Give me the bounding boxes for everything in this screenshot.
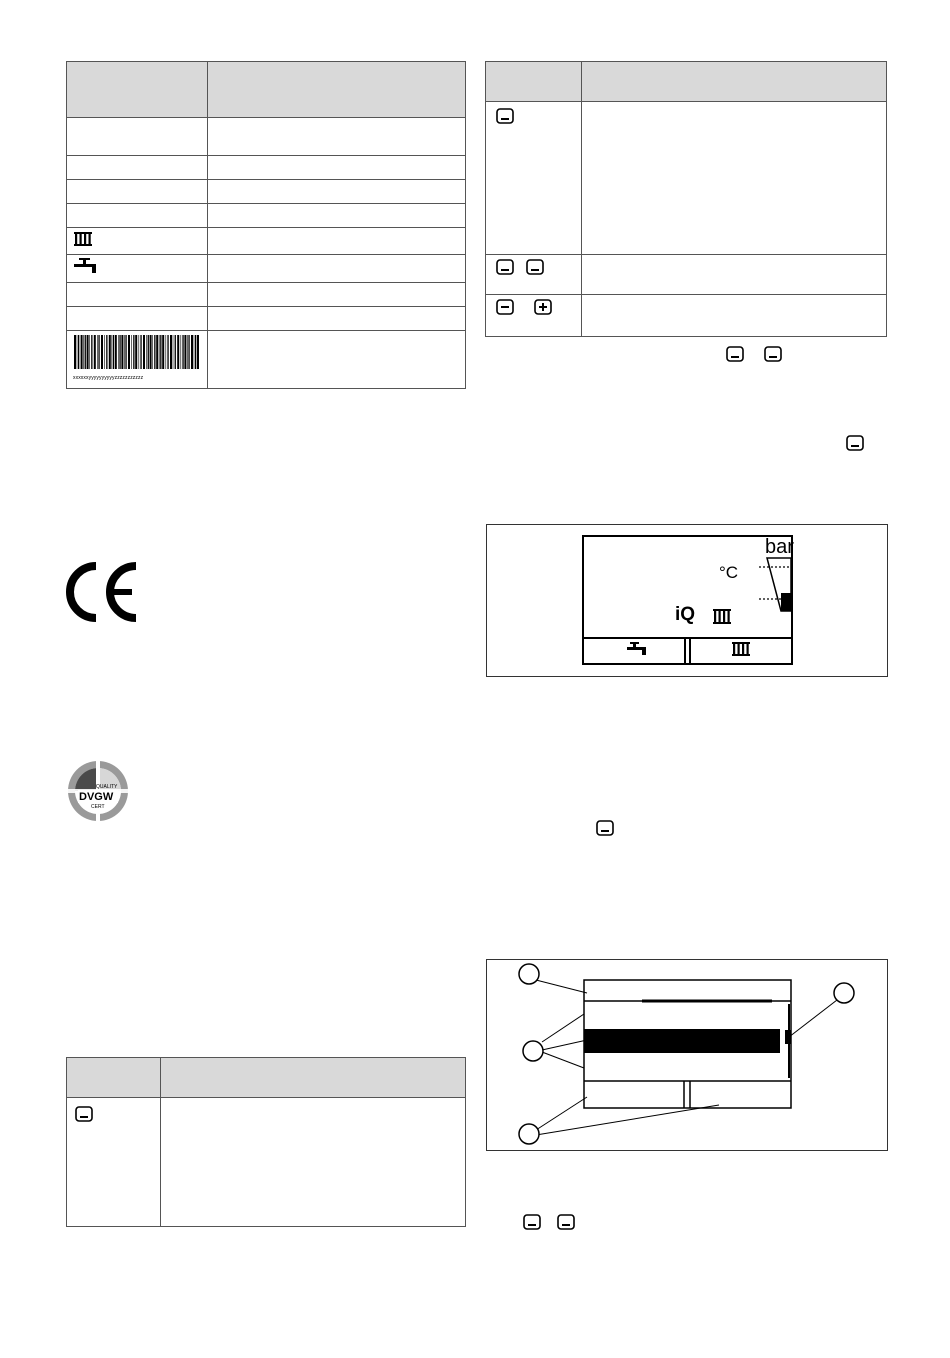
barcode-bar (154, 335, 155, 369)
softkey-button-icon (496, 259, 514, 275)
table-row (67, 1098, 466, 1227)
barcode-bar (89, 335, 90, 369)
table-row (67, 118, 466, 156)
button-function-table-right (485, 61, 887, 337)
table-row (67, 180, 466, 204)
table-row (67, 331, 466, 389)
barcode-text: xxxxxxyyyyyyyyyyzzzzzzzzzzz (73, 375, 144, 381)
table-header-cell (67, 62, 208, 118)
dvgw-name-text: DVGW (79, 791, 114, 803)
barcode-bar (152, 335, 153, 369)
barcode-bar (191, 335, 193, 369)
barcode-bar (106, 335, 107, 369)
barcode-bar (115, 335, 117, 369)
barcode-bar (83, 335, 84, 369)
table-row (486, 295, 887, 337)
barcode-bar (125, 335, 126, 369)
table-header-cell (67, 1058, 161, 1098)
table-row (67, 156, 466, 180)
softkey-button-icon (726, 346, 744, 362)
barcode-bar (167, 335, 168, 369)
data-plate-table (66, 61, 466, 389)
inline-button-pair (726, 346, 782, 367)
table-row (67, 307, 466, 331)
barcode-bar (146, 335, 147, 369)
inline-button (596, 820, 614, 841)
table-header-cell (582, 62, 887, 102)
barcode-bar (131, 335, 132, 369)
dvgw-cert-text: CERT (91, 804, 105, 810)
barcode-bar (194, 335, 195, 369)
display-figure (486, 524, 888, 677)
table-row (486, 102, 887, 255)
tap-icon (73, 257, 101, 275)
barcode-bar (173, 335, 174, 369)
barcode-bar (188, 335, 189, 369)
barcode-bar (143, 335, 145, 369)
softkey-button-icon (526, 259, 544, 275)
barcode-bar (175, 335, 176, 369)
status-text: iQ (675, 604, 696, 625)
barcode-bar (119, 335, 120, 369)
pressure-unit-label: bar (765, 536, 794, 558)
dvgw-seal (66, 759, 130, 823)
table-row (67, 228, 466, 255)
barcode-bar (170, 335, 172, 369)
barcode-bar (160, 335, 161, 369)
temperature-unit-label: °C (719, 563, 739, 582)
barcode-bar (128, 335, 130, 369)
table-row (67, 255, 466, 283)
softkey-button-icon (596, 820, 614, 836)
barcode-bar (118, 335, 119, 369)
softkey-button-icon (496, 108, 514, 124)
barcode-bar (74, 335, 76, 369)
ce-mark (66, 562, 140, 622)
barcode-bar (195, 335, 196, 369)
inline-button (846, 435, 864, 456)
table-row (486, 255, 887, 295)
softkey-button-icon (557, 1214, 575, 1230)
barcode-bar (133, 335, 134, 369)
barcode-bar (101, 335, 103, 369)
barcode-bar (81, 335, 83, 369)
barcode-bar (140, 335, 141, 369)
barcode-bar (148, 335, 149, 369)
softkey-button-icon (75, 1106, 93, 1122)
barcode-bar (91, 335, 92, 369)
softkey-button-icon (523, 1214, 541, 1230)
barcode-bar (98, 335, 99, 369)
barcode-bar (87, 335, 89, 369)
barcode-bar (159, 335, 160, 369)
barcode-bar (109, 335, 111, 369)
dvgw-quality-text: QUALITY (96, 784, 118, 790)
barcode-bar (112, 335, 113, 369)
ce-mark-icon (66, 562, 140, 622)
barcode-bar (187, 335, 188, 369)
minus-button-icon (496, 299, 514, 315)
barcode-bar (104, 335, 105, 369)
barcode-bar (85, 335, 86, 369)
barcode-bar (184, 335, 186, 369)
barcode (73, 335, 201, 371)
barcode-bar (166, 335, 167, 369)
barcode-bar (77, 335, 78, 369)
barcode-bar (113, 335, 114, 369)
barcode-bar (182, 335, 183, 369)
softkey-button-icon (764, 346, 782, 362)
barcode-bar (197, 335, 199, 369)
softkey-button-icon (846, 435, 864, 451)
table-header-cell (208, 62, 466, 118)
barcode-bar (181, 335, 182, 369)
barcode-bar (177, 335, 179, 369)
barcode-bar (97, 335, 98, 369)
table-row (67, 204, 466, 228)
menu-screen (487, 960, 887, 1150)
table-header-cell (486, 62, 582, 102)
table-row (67, 283, 466, 307)
radiator-icon (73, 231, 93, 247)
inline-button-pair (523, 1214, 575, 1235)
table-header-cell (161, 1058, 466, 1098)
barcode-bar (162, 335, 164, 369)
barcode-bar (135, 335, 137, 369)
menu-figure (486, 959, 888, 1151)
button-function-table-left (66, 1057, 466, 1227)
plus-button-icon (534, 299, 552, 315)
display-screen (487, 525, 887, 676)
barcode-bar (124, 335, 125, 369)
barcode-bar (94, 335, 96, 369)
barcode-bar (139, 335, 140, 369)
barcode-bar (121, 335, 123, 369)
barcode-bar (150, 335, 152, 369)
barcode-bar (78, 335, 79, 369)
barcode-bar (156, 335, 158, 369)
